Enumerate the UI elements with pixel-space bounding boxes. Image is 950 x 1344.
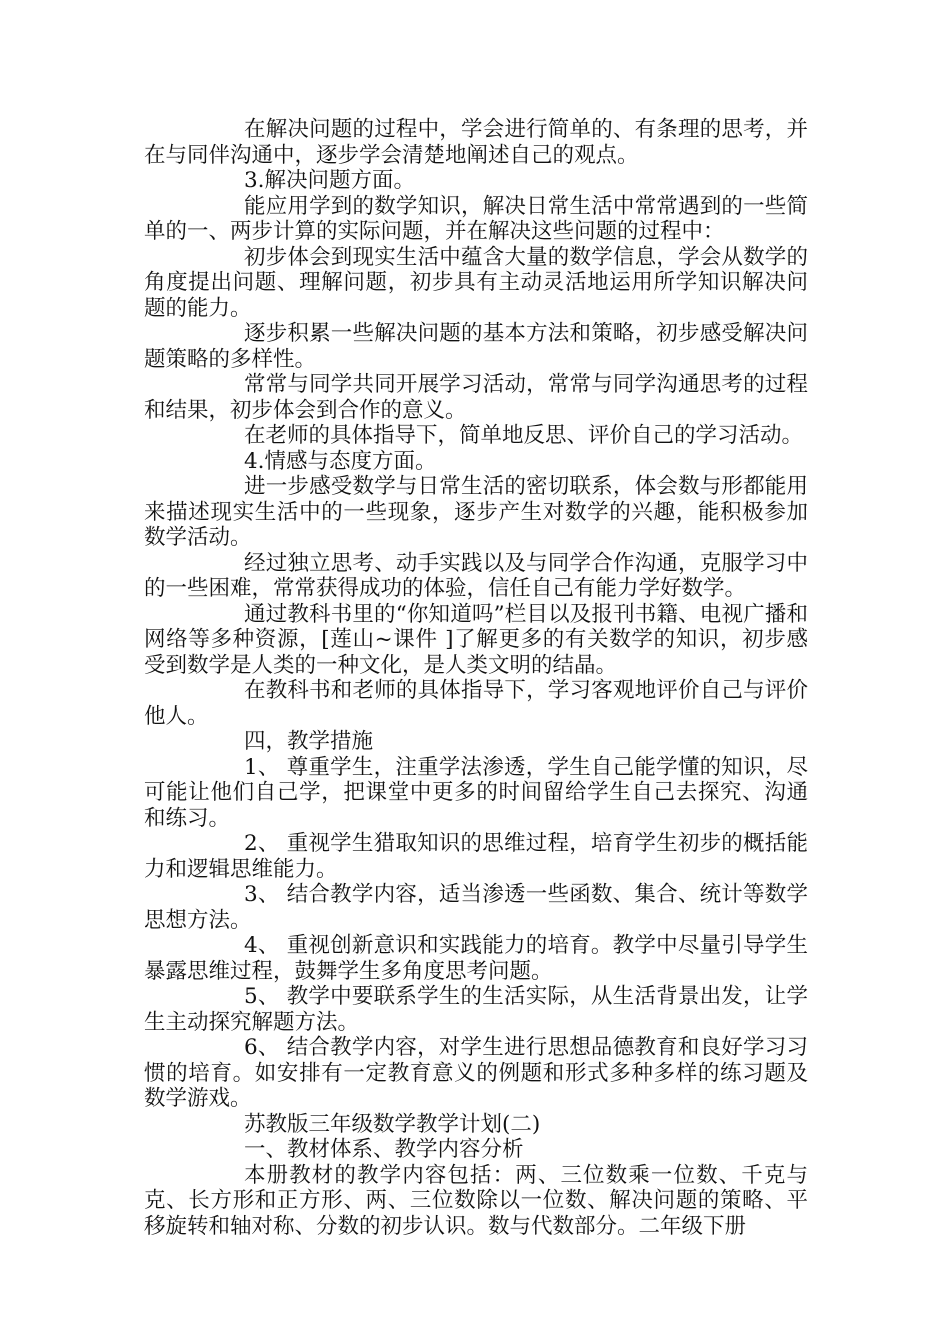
list-item-measure-1: 1、 尊重学生，注重学法渗透，学生自己能学懂的知识，尽可能让他们自己学，把课堂中更多的时间留给学生自己去探究、沟通和练习。 <box>144 754 808 831</box>
paragraph-confidence: 经过独立思考、动手实践以及与同学合作沟通，克服学习中的一些困难，常常获得成功的体验，信任自己有能力学好数学。 <box>144 550 808 601</box>
heading-emotion-attitude: 4.情感与态度方面。 <box>244 448 437 474</box>
paragraph-strategies: 逐步积累一些解决问题的基本方法和策略，初步感受解决问题策略的多样性。 <box>144 321 808 372</box>
paragraph-cooperation: 常常与同学共同开展学习活动，常常与同学沟通思考的过程和结果，初步体会到合作的意义。 <box>144 372 808 423</box>
paragraph-apply-knowledge: 能应用学到的数学知识，解决日常生活中常常遇到的一些简单的一、两步计算的实际问题，并在解决这些问题的过程中： <box>144 193 808 244</box>
section-title-plan-two: 苏教版三年级数学教学计划(二) <box>244 1111 541 1137</box>
paragraph-resources: 通过教科书里的“你知道吗”栏目以及报刊书籍、电视广播和网络等多种资源，[莲山~课件 ]了解更多的有关数学的知识，初步感受到数学是人类的一种文化，是人类文明的结晶。 <box>144 601 808 678</box>
paragraph-self-evaluation: 在教科书和老师的具体指导下，学习客观地评价自己与评价他人。 <box>144 678 808 729</box>
list-item-measure-4: 4、 重视创新意识和实践能力的培育。教学中尽量引导学生暴露思维过程，鼓舞学生多角度思考问题。 <box>144 933 808 984</box>
list-item-measure-2: 2、 重视学生猎取知识的思维过程，培育学生初步的概括能力和逻辑思维能力。 <box>144 831 808 882</box>
paragraph-interest: 进一步感受数学与日常生活的密切联系，体会数与形都能用来描述现实生活中的一些现象，逐步产生对数学的兴趣，能积极参加数学活动。 <box>144 474 808 550</box>
paragraph-problem-solving-process: 在解决问题的过程中，学会进行简单的、有条理的思考，并在与同伴沟通中，逐步学会清楚地阐述自己的观点。 <box>144 117 808 168</box>
list-item-measure-5: 5、 教学中要联系学生的生活实际，从生活背景出发，让学生主动探究解题方法。 <box>144 984 808 1035</box>
paragraph-textbook-content: 本册教材的教学内容包括：两、三位数乘一位数、千克与克、长方形和正方形、两、三位数除以一位数、解决问题的策略、平移旋转和轴对称、分数的初步认识。数与代数部分。二年级下册 <box>144 1162 808 1239</box>
list-item-measure-3: 3、 结合教学内容，适当渗透一些函数、集合、统计等数学思想方法。 <box>144 882 808 933</box>
heading-problem-solving: 3.解决问题方面。 <box>244 168 416 193</box>
document-page <box>144 117 808 1239</box>
heading-textbook-analysis: 一、教材体系、教学内容分析 <box>244 1137 524 1162</box>
paragraph-math-information: 初步体会到现实生活中蕴含大量的数学信息，学会从数学的角度提出问题、理解问题，初步具有主动灵活地运用所学知识解决问题的能力。 <box>144 244 808 321</box>
heading-teaching-measures: 四，教学措施 <box>244 729 374 754</box>
list-item-measure-6: 6、 结合教学内容，对学生进行思想品德教育和良好学习习惯的培育。如安排有一定教育意义的例题和形式多种多样的练习题及数学游戏。 <box>144 1035 808 1111</box>
paragraph-reflection: 在老师的具体指导下，简单地反思、评价自己的学习活动。 <box>244 423 804 448</box>
